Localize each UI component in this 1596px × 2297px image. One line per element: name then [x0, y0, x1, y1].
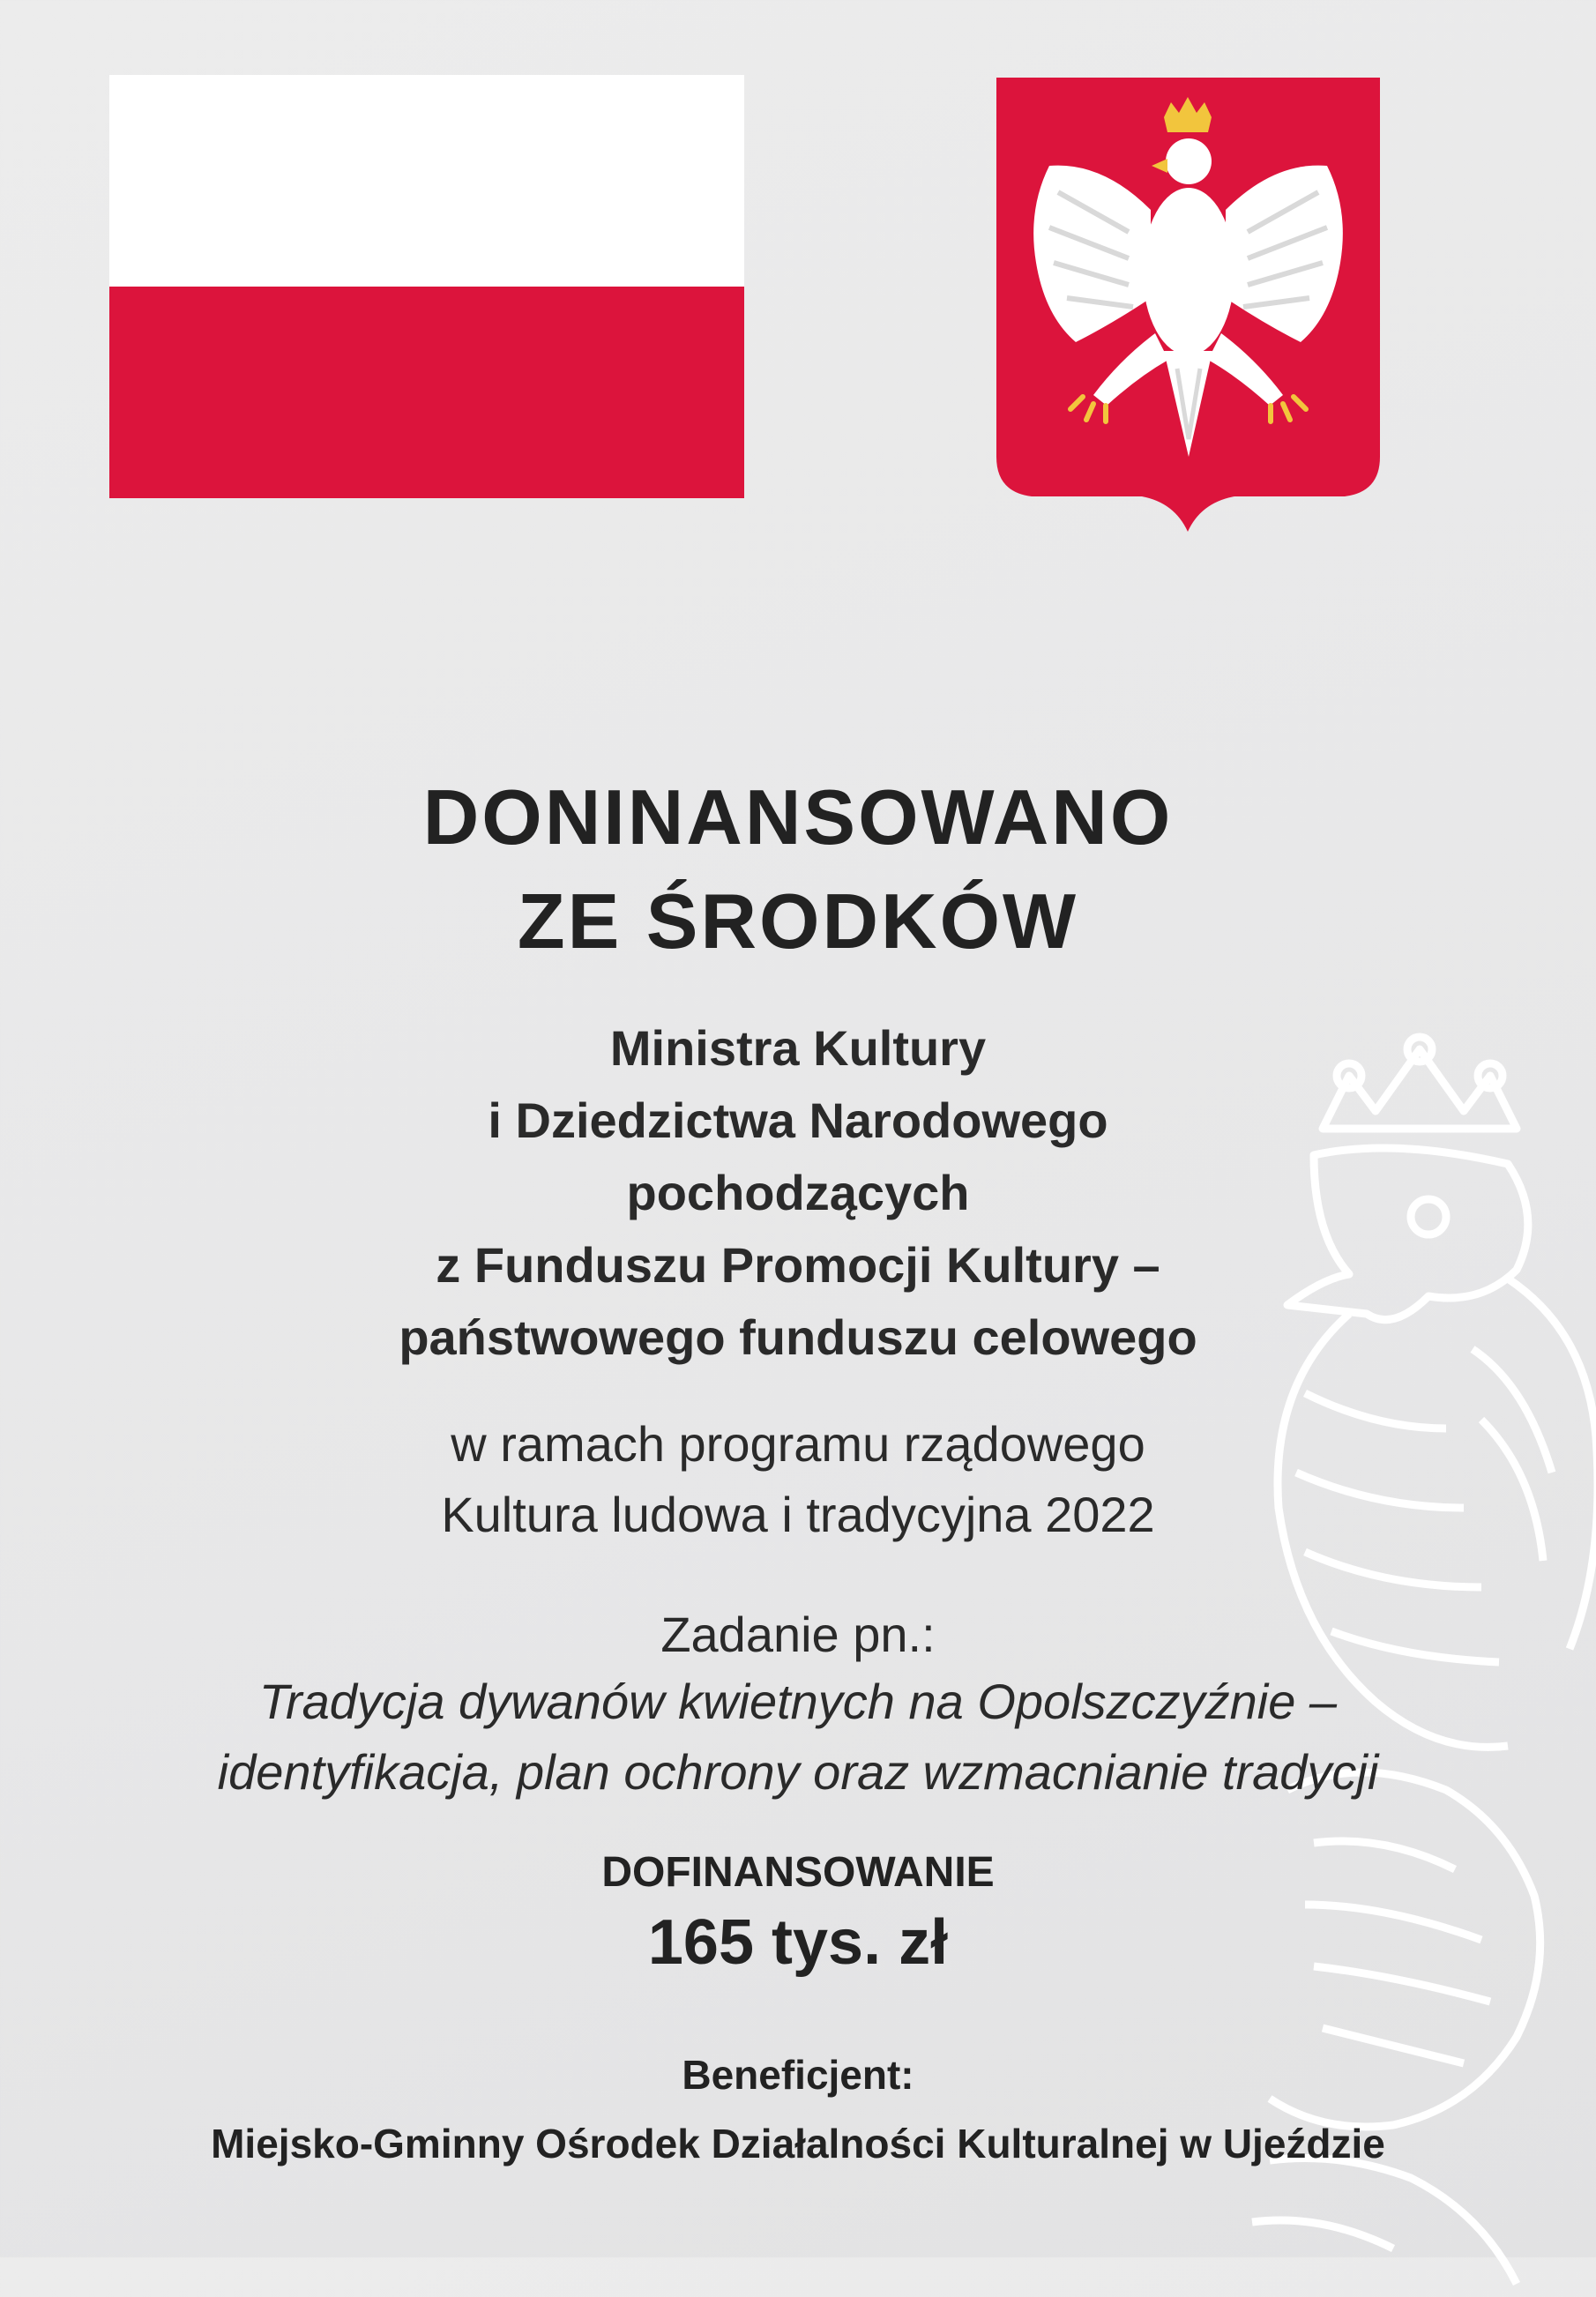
ministry-line: i Dziedzictwa Narodowego — [488, 1093, 1108, 1148]
funding-amount: 165 tys. zł — [647, 1907, 949, 1978]
flag-white-stripe — [109, 75, 744, 287]
ministry-block — [88, 1012, 1508, 1374]
program-line: w ramach programu rządowego — [451, 1416, 1145, 1472]
page-title — [88, 765, 1508, 973]
ministry-line: z Funduszu Promocji Kultury – — [436, 1237, 1160, 1293]
title-line: ZE ŚRODKÓW — [517, 877, 1079, 965]
funding-label: DOFINANSOWANIE — [601, 1849, 995, 1896]
beneficiary-name: Miejsko-Gminny Ośrodek Działalności Kulturalnej w Ujeździe — [211, 2121, 1385, 2166]
ministry-line: państwowego funduszu celowego — [399, 1309, 1197, 1365]
beneficiary-label: Beneficjent: — [682, 2052, 914, 2098]
program-block — [88, 1409, 1508, 1550]
task-title-line: identyfikacja, plan ochrony oraz wzmacnianie tradycji — [217, 1744, 1379, 1800]
program-line: Kultura ludowa i tradycyjna 2022 — [441, 1487, 1155, 1542]
title-line: DONINANSOWANO — [422, 773, 1174, 861]
ministry-line: pochodzących — [626, 1165, 970, 1220]
ministry-line: Ministra Kultury — [609, 1020, 987, 1076]
polish-flag-icon — [109, 75, 744, 498]
flag-red-stripe — [109, 287, 744, 498]
white-eagle-coat-of-arms-icon — [996, 78, 1380, 532]
task-title-line: Tradycja dywanów kwietnych na Opolszczyźnie – — [258, 1674, 1338, 1729]
task-label: Zadanie pn.: — [660, 1607, 936, 1662]
task-title — [88, 1667, 1508, 1808]
